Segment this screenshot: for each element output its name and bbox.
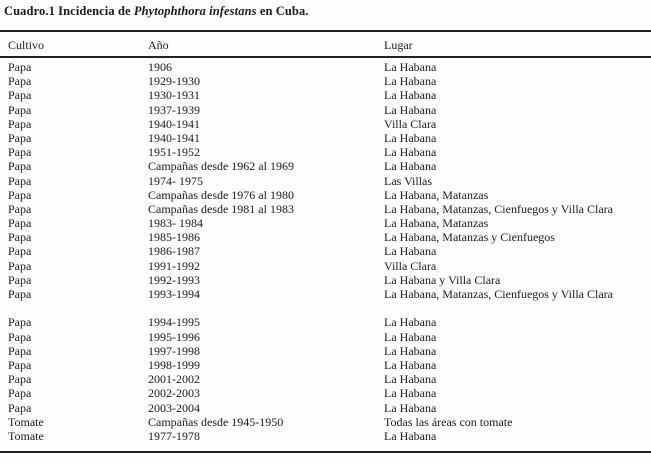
cell-cultivo: Tomate — [8, 428, 44, 443]
cell-cultivo: Papa — [8, 145, 32, 160]
cell-lugar: La Habana, Matanzas y Cienfuegos — [384, 230, 555, 245]
cell-cultivo: Papa — [8, 400, 32, 415]
column-header-lugar: Lugar — [384, 38, 413, 52]
table-bottom-rule — [0, 451, 651, 453]
cell-ano: 1994-1995 — [148, 315, 200, 330]
cell-cultivo: Papa — [8, 372, 32, 387]
cell-cultivo: Papa — [8, 357, 32, 372]
table-row — [0, 330, 651, 344]
caption-prefix: Cuadro.1 Incidencia de — [4, 4, 134, 18]
cell-cultivo: Papa — [8, 60, 32, 74]
cell-lugar: La Habana — [384, 329, 437, 344]
cell-lugar: La Habana — [384, 88, 437, 103]
cell-cultivo: Papa — [8, 102, 32, 117]
cell-cultivo: Papa — [8, 244, 32, 259]
table-row — [0, 202, 651, 216]
cell-ano: Campañas desde 1981 al 1983 — [148, 201, 294, 216]
table-row — [0, 103, 651, 117]
cell-cultivo: Papa — [8, 258, 32, 273]
table-row — [0, 74, 651, 88]
cell-lugar: La Habana — [384, 428, 437, 443]
cell-ano: 1993-1994 — [148, 287, 200, 301]
cell-ano: 1983- 1984 — [148, 216, 203, 231]
table-row — [0, 88, 651, 102]
cell-lugar: La Habana, Matanzas — [384, 187, 489, 202]
table-caption — [4, 4, 309, 19]
table-header-row — [0, 38, 651, 52]
table-row — [0, 60, 651, 74]
cell-ano: Campañas desde 1976 al 1980 — [148, 187, 294, 202]
caption-scientific-name: Phytophthora infestans — [133, 4, 257, 18]
table-body — [0, 60, 651, 443]
cell-ano — [148, 301, 384, 315]
cell-lugar: La Habana y Villa Clara — [384, 272, 501, 287]
table-row — [0, 358, 651, 372]
cell-ano: 1937-1939 — [148, 102, 200, 117]
column-header-cultivo: Cultivo — [8, 38, 45, 52]
cell-ano: Campañas desde 1962 al 1969 — [148, 159, 294, 174]
table-row — [0, 188, 651, 202]
cell-cultivo: Papa — [8, 159, 32, 174]
cell-ano: 1940-1941 — [148, 130, 200, 145]
cell-cultivo: Papa — [8, 287, 32, 301]
cell-ano: 1940-1941 — [148, 116, 200, 131]
cell-lugar: La Habana — [384, 130, 437, 145]
table-row — [0, 287, 651, 301]
cell-lugar: La Habana, Matanzas, Cienfuegos y Villa Clara — [384, 201, 613, 216]
table-row — [0, 131, 651, 145]
table-row — [0, 401, 651, 415]
cell-cultivo: Papa — [8, 343, 32, 358]
table-top-rule — [0, 30, 651, 32]
cell-ano: 1997-1998 — [148, 343, 200, 358]
cell-cultivo: Papa — [8, 88, 32, 103]
table-row — [0, 216, 651, 230]
cell-cultivo: Papa — [8, 74, 32, 89]
cell-ano: 2001-2002 — [148, 372, 200, 387]
cell-cultivo: Tomate — [8, 414, 44, 429]
cell-lugar: La Habana — [384, 400, 437, 415]
cell-cultivo: Papa — [8, 386, 32, 401]
table-row — [0, 344, 651, 358]
cell-lugar: La Habana — [384, 343, 437, 358]
cell-ano: 1992-1993 — [148, 272, 200, 287]
cell-lugar: La Habana — [384, 372, 437, 387]
cell-cultivo — [0, 301, 148, 315]
cell-cultivo: Papa — [8, 130, 32, 145]
cell-lugar: La Habana, Matanzas, Cienfuegos y Villa Clara — [384, 287, 613, 301]
table-row — [0, 117, 651, 131]
cell-ano: 1974- 1975 — [148, 173, 203, 188]
table-row — [0, 429, 651, 443]
table-row — [0, 145, 651, 159]
cell-ano: 1906 — [148, 60, 172, 74]
table-row — [0, 372, 651, 386]
cell-lugar — [384, 301, 651, 315]
table-row — [0, 273, 651, 287]
cell-lugar: Villa Clara — [384, 258, 437, 273]
cell-ano: 1951-1952 — [148, 145, 200, 160]
cell-cultivo: Papa — [8, 216, 32, 231]
cell-ano: 1977-1978 — [148, 428, 200, 443]
column-header-ano: Año — [148, 38, 169, 52]
cell-lugar: Villa Clara — [384, 116, 437, 131]
cell-cultivo: Papa — [8, 187, 32, 202]
table-row — [0, 244, 651, 258]
cell-cultivo: Papa — [8, 201, 32, 216]
cell-cultivo: Papa — [8, 272, 32, 287]
cell-ano: 2003-2004 — [148, 400, 200, 415]
cell-cultivo: Papa — [8, 329, 32, 344]
cell-lugar: La Habana, Matanzas — [384, 216, 489, 231]
cell-lugar: La Habana — [384, 102, 437, 117]
cell-lugar: La Habana — [384, 159, 437, 174]
table-row — [0, 230, 651, 244]
cell-cultivo: Papa — [8, 116, 32, 131]
cell-cultivo: Papa — [8, 230, 32, 245]
cell-lugar: Todas las áreas con tomate — [384, 414, 513, 429]
cell-lugar: La Habana — [384, 60, 437, 74]
cell-lugar: La Habana — [384, 244, 437, 259]
cell-ano: 1991-1992 — [148, 258, 200, 273]
table-row — [0, 259, 651, 273]
cell-cultivo: Papa — [8, 315, 32, 330]
cell-ano: 1995-1996 — [148, 329, 200, 344]
cell-lugar: La Habana — [384, 74, 437, 89]
cell-cultivo: Papa — [8, 173, 32, 188]
cell-lugar: La Habana — [384, 357, 437, 372]
cell-ano: 1986-1987 — [148, 244, 200, 259]
table-spacer-row — [0, 301, 651, 315]
table-row — [0, 159, 651, 173]
caption-suffix: en Cuba. — [256, 4, 309, 18]
cell-ano: 2002-2003 — [148, 386, 200, 401]
cell-lugar: La Habana — [384, 386, 437, 401]
table-row — [0, 386, 651, 400]
table-row — [0, 415, 651, 429]
table-row — [0, 174, 651, 188]
cell-ano: Campañas desde 1945-1950 — [148, 414, 284, 429]
cell-ano: 1998-1999 — [148, 357, 200, 372]
cell-ano: 1929-1930 — [148, 74, 200, 89]
cell-ano: 1930-1931 — [148, 88, 200, 103]
cell-lugar: La Habana — [384, 315, 437, 330]
cell-ano: 1985-1986 — [148, 230, 200, 245]
cell-lugar: Las Villas — [384, 173, 433, 188]
cell-lugar: La Habana — [384, 145, 437, 160]
table-row — [0, 315, 651, 329]
table-header-rule — [0, 56, 651, 58]
